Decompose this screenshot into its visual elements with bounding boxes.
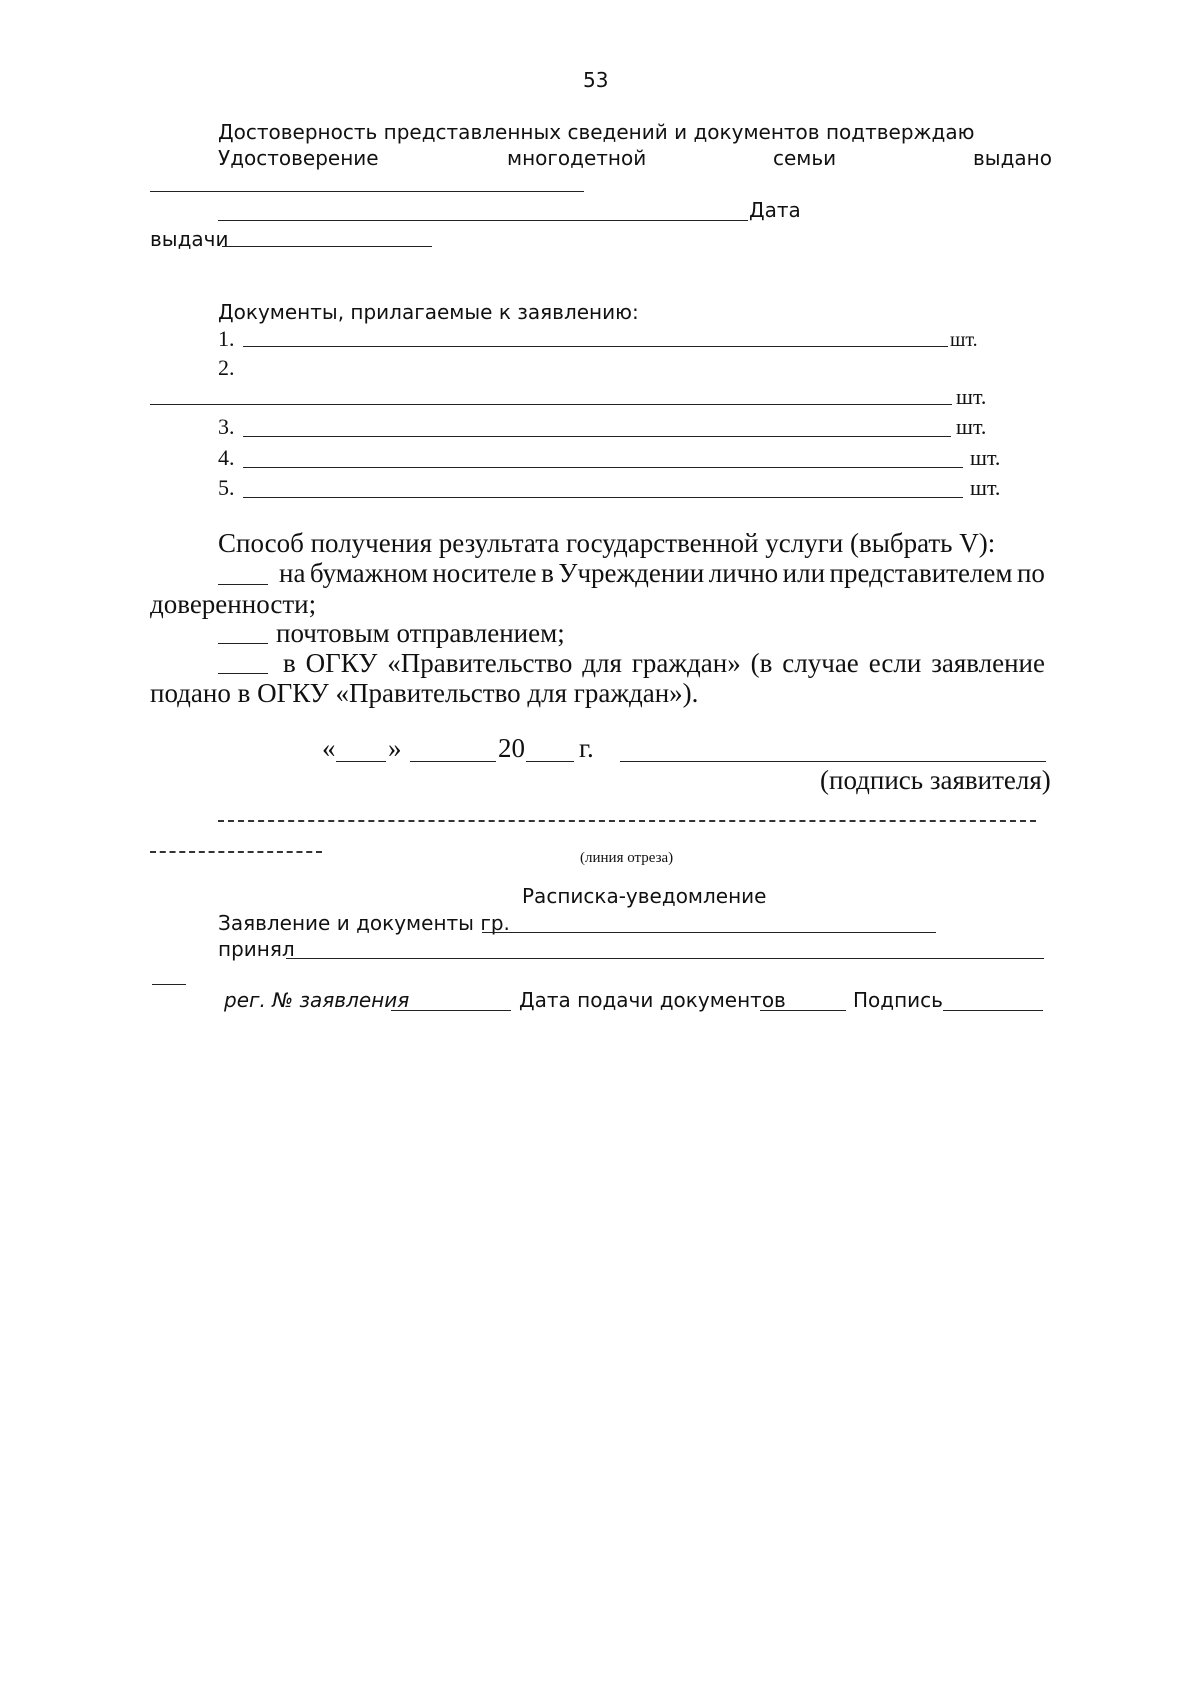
document-number: 3. [218, 414, 235, 439]
option-word: носителе [432, 558, 537, 588]
document-line[interactable] [243, 436, 951, 437]
option-word: Учреждении [558, 558, 705, 588]
issue-date-line[interactable] [222, 246, 432, 247]
submission-date-label: Дата подачи документов [519, 988, 786, 1012]
option-word: случае [782, 648, 859, 678]
signature-caption: (подпись заявителя) [820, 765, 1051, 795]
month-line[interactable] [410, 761, 496, 762]
accepted-by-line[interactable] [286, 958, 1044, 959]
document-unit: шт. [956, 384, 987, 409]
accepted-by-line-continuation [152, 984, 186, 985]
method-title: Способ получения результата государственной услуги (выбрать V): [218, 528, 996, 558]
document-line[interactable] [150, 404, 952, 405]
document-unit: шт. [950, 329, 978, 351]
signature-line[interactable] [620, 761, 1046, 762]
confirmation-text: Достоверность представленных сведений и документов подтверждаю [218, 120, 975, 144]
option-word: на [279, 558, 306, 588]
option-word: ОГКУ [305, 648, 378, 678]
option-mail-text: почтовым отправлением; [276, 618, 565, 648]
cut-line [218, 820, 1036, 822]
certificate-word-2: многодетной [507, 146, 647, 170]
option-word: в [283, 648, 296, 678]
receipt-title: Расписка-уведомление [522, 884, 767, 908]
option-paper-continuation: доверенности; [150, 589, 317, 619]
certificate-word-1: Удостоверение [218, 146, 379, 170]
accepted-label: принял [218, 937, 295, 961]
certificate-word-4: выдано [973, 146, 1052, 170]
option-word: или [782, 558, 826, 588]
date-label: Дата [749, 198, 801, 222]
document-number: 2. [218, 355, 235, 380]
option-word: лично [708, 558, 779, 588]
issued-by-line-2[interactable] [218, 220, 748, 221]
option-ogku-checkbox[interactable] [218, 673, 268, 674]
option-word: граждан» [631, 648, 741, 678]
year-suffix: г. [579, 733, 594, 763]
document-unit: шт. [970, 445, 1001, 470]
registration-number-label: рег. № заявления [224, 988, 410, 1012]
option-word: «Правительство [387, 648, 573, 678]
option-mail-checkbox[interactable] [218, 643, 268, 644]
document-line[interactable] [243, 467, 963, 468]
cut-line-continuation [150, 851, 322, 853]
applicant-name-line[interactable] [482, 932, 936, 933]
receipt-applicant-label: Заявление и документы гр. [218, 911, 510, 935]
submission-date-line[interactable] [760, 1010, 846, 1011]
documents-title: Документы, прилагаемые к заявлению: [218, 300, 639, 324]
option-word: по [1016, 558, 1045, 588]
option-word: (в [750, 648, 773, 678]
year-line[interactable] [526, 761, 574, 762]
day-line[interactable] [336, 761, 386, 762]
option-word: в [541, 558, 554, 588]
cut-line-label: (линия отреза) [580, 850, 674, 866]
option-paper-checkbox[interactable] [218, 584, 268, 585]
quote-close: » [388, 733, 402, 763]
document-number: 4. [218, 445, 235, 470]
document-unit: шт. [970, 475, 1001, 500]
document-line[interactable] [243, 497, 963, 498]
receipt-signature-label: Подпись [853, 988, 943, 1012]
certificate-word-3: семьи [773, 146, 837, 170]
option-ogku-continuation: подано в ОГКУ «Правительство для граждан»). [150, 678, 699, 708]
option-ogku-text [283, 650, 1045, 680]
page-number: 53 [583, 68, 609, 92]
option-paper-text [279, 560, 1045, 590]
option-word: бумажном [309, 558, 428, 588]
option-word: заявление [931, 648, 1045, 678]
quote-open: « [322, 733, 336, 763]
receipt-signature-line[interactable] [943, 1010, 1043, 1011]
registration-number-line[interactable] [391, 1010, 511, 1011]
document-number: 5. [218, 475, 235, 500]
option-word: представителем [829, 558, 1013, 588]
document-unit: шт. [956, 414, 987, 439]
issued-by-line-1[interactable] [150, 191, 584, 192]
option-word: для [582, 648, 622, 678]
year-prefix: 20 [498, 733, 525, 763]
issue-date-label: выдачи [150, 227, 229, 251]
option-word: если [868, 648, 922, 678]
document-number: 1. [218, 326, 235, 351]
document-line[interactable] [243, 346, 948, 347]
